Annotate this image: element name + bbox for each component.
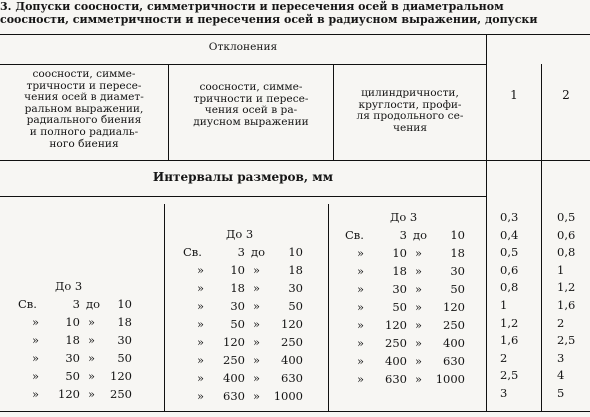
grade2-value: 0,5 xyxy=(557,210,576,224)
col2-row-1 xyxy=(165,261,329,279)
col2-row-6 xyxy=(165,351,329,369)
rule-header-bottom xyxy=(0,160,590,161)
ditto-mark: » xyxy=(415,318,423,332)
ditto-mark: » xyxy=(253,335,261,349)
ditto-mark: » xyxy=(357,264,365,278)
range-to: 18 xyxy=(288,263,303,277)
range-to: 400 xyxy=(443,336,465,350)
ditto-mark: » xyxy=(357,246,365,260)
col2-row-0: Св. 3 до 10 xyxy=(183,245,303,259)
range-from: 50 xyxy=(230,317,245,331)
ditto-mark: » xyxy=(197,353,205,367)
col1-row-2 xyxy=(0,331,164,349)
header-grade-2: 2 xyxy=(562,88,570,102)
header-col1: соосности, симме- тричности и пересе- чения осей в диамет- ральном выражении, радиального биения и полного радиаль- ного биения xyxy=(24,68,144,150)
header-intervals: Интервалы размеров, мм xyxy=(152,170,334,184)
range-from: 630 xyxy=(223,389,245,403)
range-from: 10 xyxy=(65,315,80,329)
range-to: 1000 xyxy=(273,389,303,403)
rule-bottom xyxy=(0,411,590,412)
range-from: 400 xyxy=(223,371,245,385)
col2-row-7 xyxy=(165,369,329,387)
ditto-mark: » xyxy=(32,387,40,401)
rule-v-2 xyxy=(333,64,334,161)
grade1-value: 0,4 xyxy=(500,227,519,242)
grade1-value: 2 xyxy=(500,350,508,365)
grade2-value: 3 xyxy=(557,350,565,365)
range-to: 30 xyxy=(450,264,465,278)
ditto-mark: » xyxy=(253,353,261,367)
ditto-mark: » xyxy=(253,299,261,313)
range-to: 30 xyxy=(117,333,132,347)
grade2-value: 0,6 xyxy=(557,227,576,242)
range-to: 250 xyxy=(443,318,465,332)
col1-row-3 xyxy=(0,349,164,367)
range-to: 630 xyxy=(443,354,465,368)
range-from: 250 xyxy=(223,353,245,367)
range-from: 630 xyxy=(385,372,407,386)
ditto-mark: » xyxy=(415,246,423,260)
range-to: 50 xyxy=(117,351,132,365)
ditto-mark: » xyxy=(88,333,96,347)
ditto-mark: » xyxy=(32,315,40,329)
col3-row-5 xyxy=(329,316,485,334)
ditto-mark: » xyxy=(357,372,365,386)
range-from: 250 xyxy=(385,336,407,350)
range-to: 400 xyxy=(281,353,303,367)
grade2-value: 2,5 xyxy=(557,333,576,348)
ditto-mark: » xyxy=(197,335,205,349)
col1-row-0: Св. 3 до 10 xyxy=(18,297,132,311)
grade2-value: 0,8 xyxy=(557,245,576,260)
ditto-mark: » xyxy=(253,281,261,295)
range-from: 30 xyxy=(65,351,80,365)
rule-intervals xyxy=(0,196,486,197)
ditto-mark: » xyxy=(415,336,423,350)
grade2-value: 1,6 xyxy=(557,298,576,312)
col1-row-5 xyxy=(0,385,164,403)
ditto-mark: » xyxy=(197,263,205,277)
header-col3: цилиндричности, круглости, профи- ля продольного се- чения xyxy=(356,87,464,134)
col3-row-7 xyxy=(329,352,485,370)
ditto-mark: » xyxy=(357,300,365,314)
col3-row-2 xyxy=(329,262,485,280)
grade1-value: 0,5 xyxy=(500,245,519,260)
range-from: 18 xyxy=(65,333,80,347)
title-line-1: 3. Допуски соосности, симметричности и пересечения осей в диаметральном xyxy=(0,0,504,13)
range-to: 630 xyxy=(281,371,303,385)
range-from: 30 xyxy=(392,282,407,296)
ditto-mark: » xyxy=(197,371,205,385)
rule-v-1 xyxy=(168,64,169,161)
ditto-mark: » xyxy=(197,317,205,331)
ditto-mark: » xyxy=(357,336,365,350)
col1-upto: До 3 xyxy=(55,279,83,293)
rule-v-4 xyxy=(541,64,542,412)
col2-row-3 xyxy=(165,297,329,315)
ditto-mark: » xyxy=(357,354,365,368)
range-to: 250 xyxy=(281,335,303,349)
ditto-mark: » xyxy=(32,369,40,383)
grade1-value: 2,5 xyxy=(500,368,519,383)
ditto-mark: » xyxy=(253,317,261,331)
ditto-mark: » xyxy=(357,282,365,296)
ditto-mark: » xyxy=(32,333,40,347)
title-line-2: соосности, симметричности и пересечения осей в радиусном выражении, допуски xyxy=(0,13,538,26)
table-title xyxy=(0,0,586,26)
ditto-mark: » xyxy=(415,354,423,368)
col2-row-4 xyxy=(165,315,329,333)
range-to: 30 xyxy=(288,281,303,295)
grade2-value: 1,2 xyxy=(557,280,576,295)
range-to: 120 xyxy=(443,300,465,314)
range-to: 120 xyxy=(110,369,132,383)
range-to: 1000 xyxy=(435,372,465,386)
range-from: 120 xyxy=(58,387,80,401)
ditto-mark: » xyxy=(197,299,205,313)
col3-row-0: Св. 3 до 10 xyxy=(345,228,465,242)
range-to: 120 xyxy=(281,317,303,331)
col3-row-1 xyxy=(329,244,485,262)
range-from: 120 xyxy=(385,318,407,332)
rule-top xyxy=(0,34,590,35)
col2-row-8 xyxy=(165,387,329,405)
ditto-mark: » xyxy=(88,387,96,401)
range-from: 30 xyxy=(230,299,245,313)
col2-upto: До 3 xyxy=(226,227,254,241)
grade2-value: 5 xyxy=(557,386,565,400)
range-to: 50 xyxy=(450,282,465,296)
col3-row-8 xyxy=(329,370,485,388)
ditto-mark: » xyxy=(253,263,261,277)
ditto-mark: » xyxy=(357,318,365,332)
col2-row-2 xyxy=(165,279,329,297)
range-from: 18 xyxy=(230,281,245,295)
range-to: 250 xyxy=(110,387,132,401)
range-from: 120 xyxy=(223,335,245,349)
grade2-value: 4 xyxy=(557,368,565,383)
grade1-value: 1 xyxy=(500,298,508,312)
ditto-mark: » xyxy=(253,389,261,403)
col1-row-1 xyxy=(0,313,164,331)
header-deviations: Отклонения xyxy=(208,41,278,53)
ditto-mark: » xyxy=(197,389,205,403)
ditto-mark: » xyxy=(32,351,40,365)
col3-row-3 xyxy=(329,280,485,298)
range-from: 18 xyxy=(392,264,407,278)
col3-row-4 xyxy=(329,298,485,316)
range-from: 400 xyxy=(385,354,407,368)
rule-deviations xyxy=(0,64,486,65)
grade1-value: 0,6 xyxy=(500,262,519,277)
ditto-mark: » xyxy=(415,282,423,296)
ditto-mark: » xyxy=(88,351,96,365)
ditto-mark: » xyxy=(415,372,423,386)
grade2-value: 1 xyxy=(557,262,565,277)
range-to: 18 xyxy=(450,246,465,260)
ditto-mark: » xyxy=(415,264,423,278)
range-from: 10 xyxy=(230,263,245,277)
grade1-value: 0,3 xyxy=(500,210,519,224)
col1-row-4 xyxy=(0,367,164,385)
header-grade-1: 1 xyxy=(510,88,518,102)
col2-row-5 xyxy=(165,333,329,351)
range-to: 18 xyxy=(117,315,132,329)
ditto-mark: » xyxy=(253,371,261,385)
ditto-mark: » xyxy=(415,300,423,314)
range-from: 10 xyxy=(392,246,407,260)
header-col2: соосности, симме- тричности и пересе- чения осей в ра- диусном выражении xyxy=(193,81,309,128)
grade1-value: 0,8 xyxy=(500,280,519,295)
grade1-value: 1,2 xyxy=(500,315,519,330)
ditto-mark: » xyxy=(88,369,96,383)
range-from: 50 xyxy=(392,300,407,314)
range-from: 50 xyxy=(65,369,80,383)
ditto-mark: » xyxy=(88,315,96,329)
col3-row-6 xyxy=(329,334,485,352)
range-to: 50 xyxy=(288,299,303,313)
grade1-value: 1,6 xyxy=(500,333,519,348)
grade2-value: 2 xyxy=(557,315,565,330)
ditto-mark: » xyxy=(197,281,205,295)
grade1-value: 3 xyxy=(500,386,508,400)
col3-upto: До 3 xyxy=(390,210,418,224)
